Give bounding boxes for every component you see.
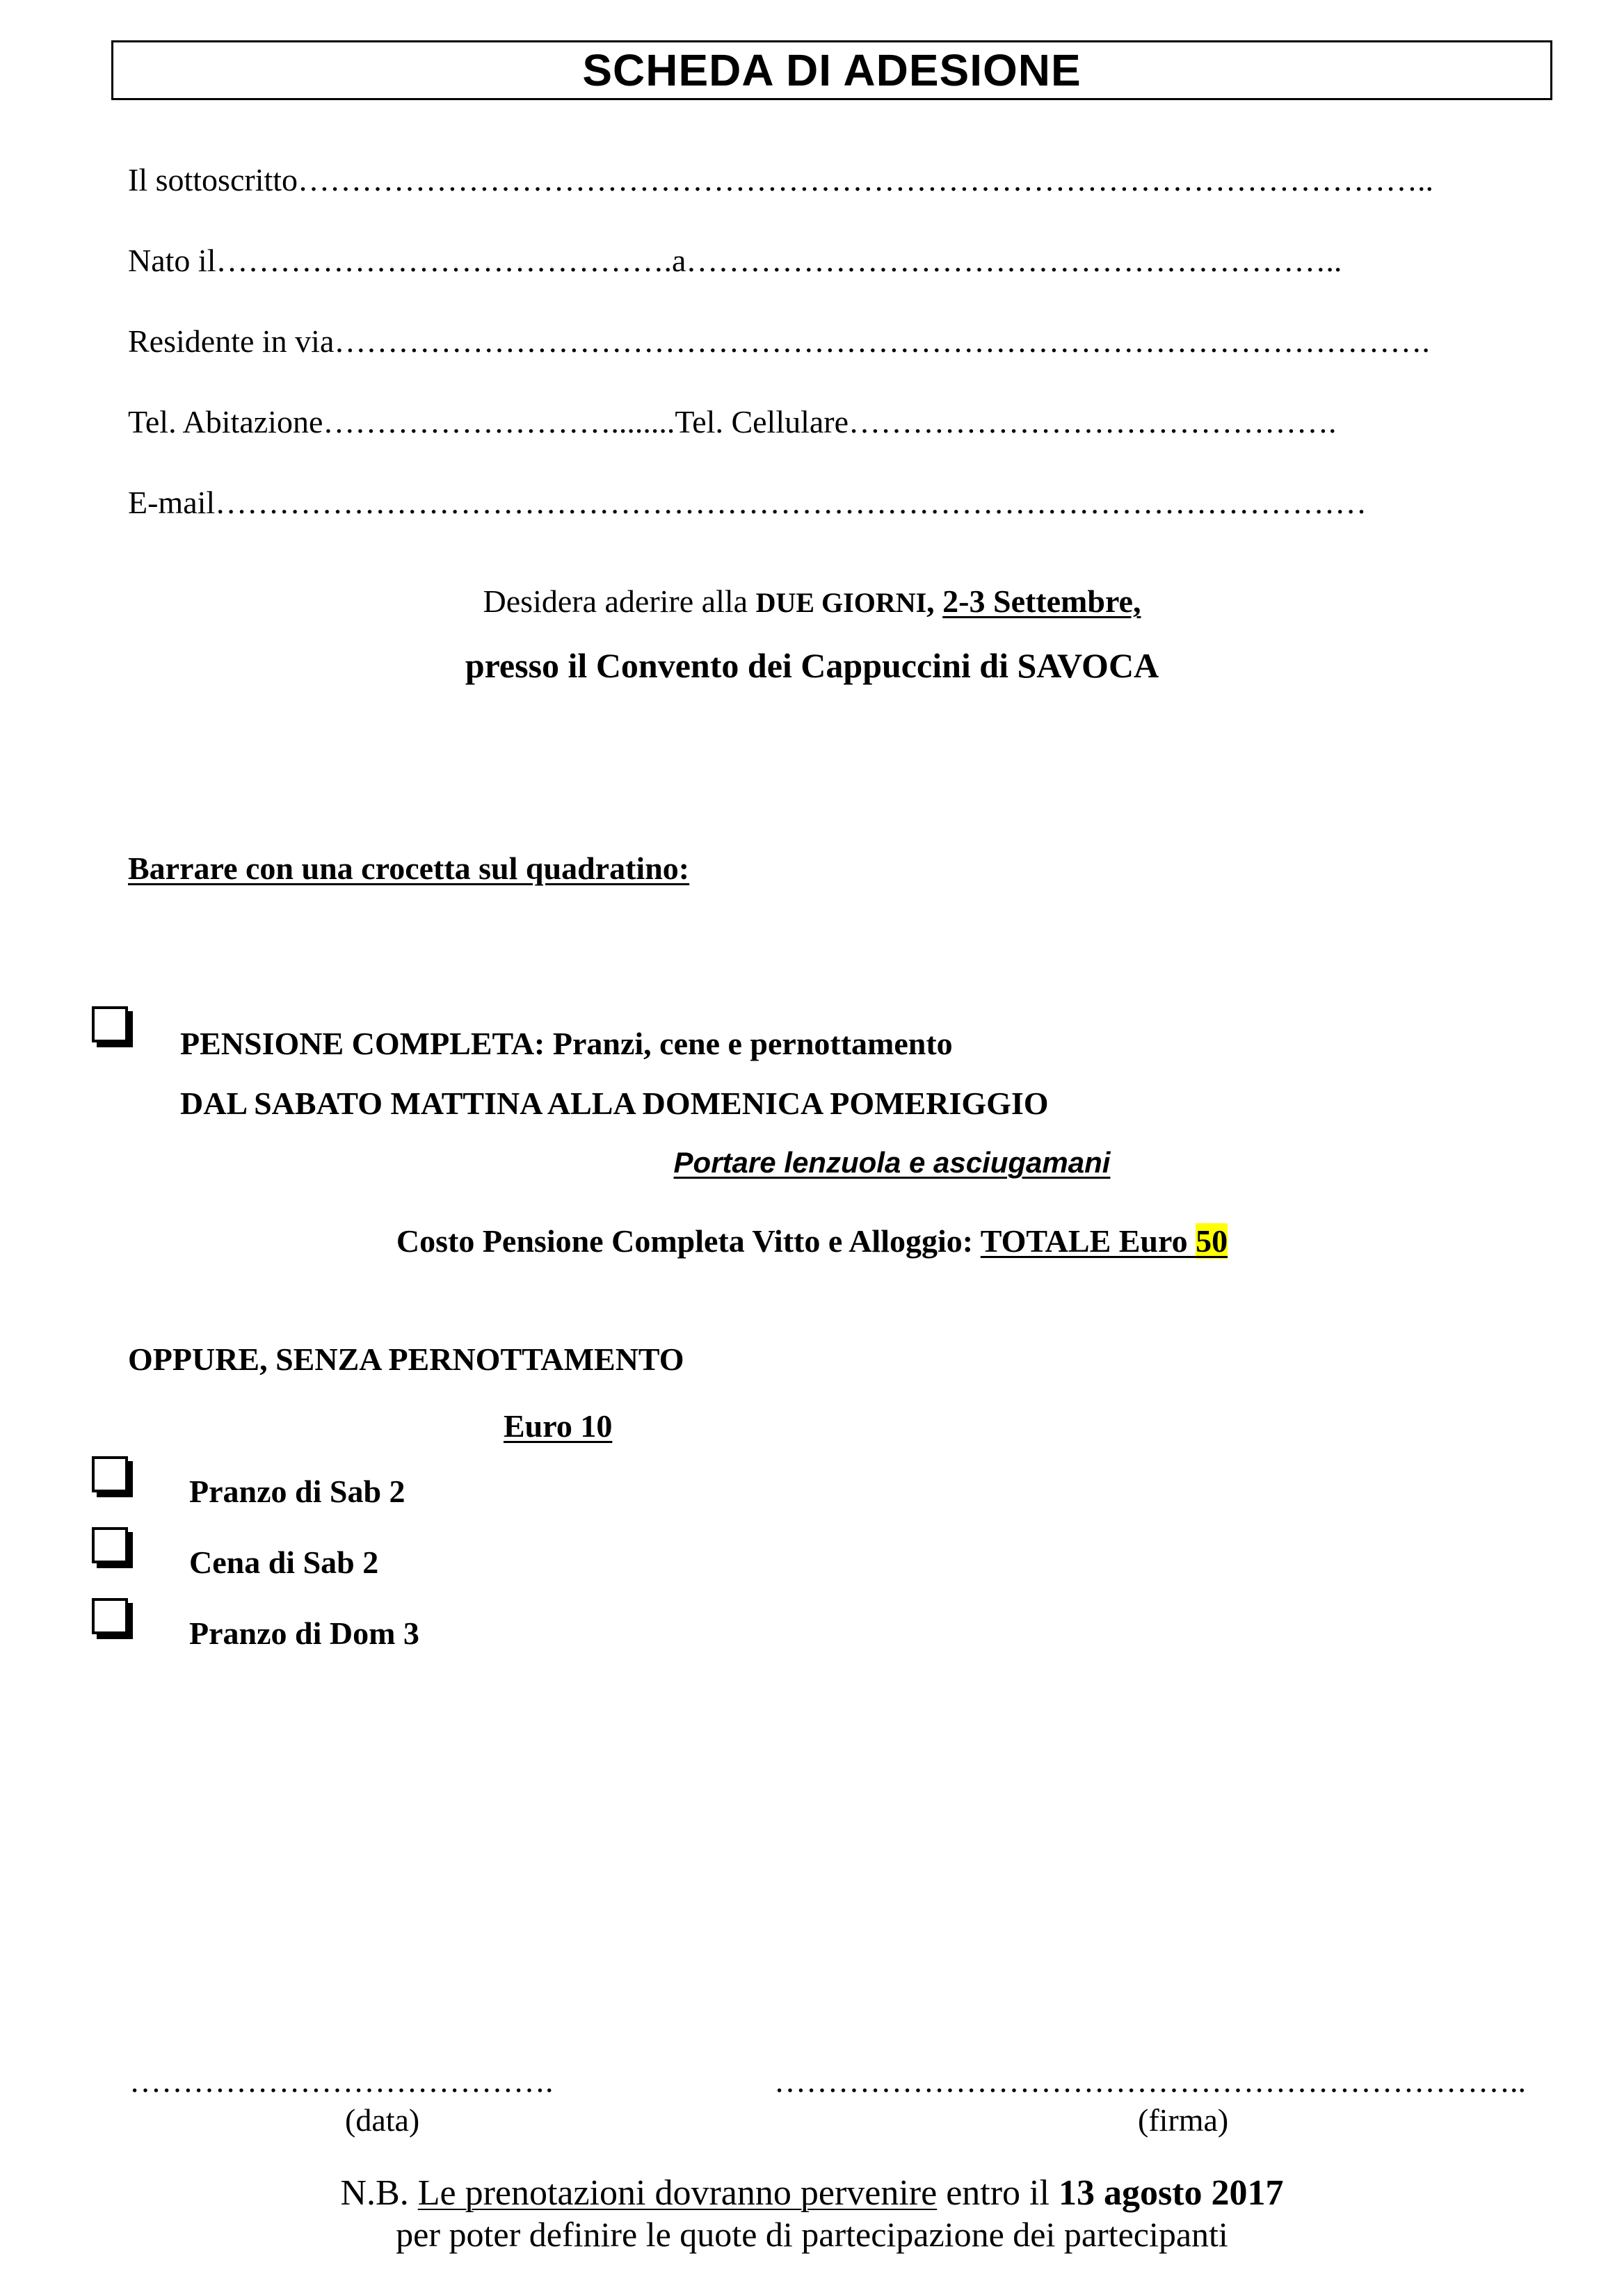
signature-label: (firma) <box>1138 2102 1229 2138</box>
footer-middle: entro il <box>937 2173 1059 2213</box>
option-pranzo-sab-checkbox[interactable] <box>92 1456 128 1492</box>
instruction-text: Barrare con una crocetta sul quadratino: <box>128 851 690 886</box>
field-nato[interactable]: Nato il…………………………………….a…………………………………………………….. <box>128 243 1342 278</box>
field-telefono[interactable]: Tel. Abitazione………………………........Tel. Cellulare………………………………………. <box>128 404 1337 440</box>
date-label: (data) <box>345 2102 420 2138</box>
intro-date: 2-3 Settembre, <box>942 583 1141 619</box>
intro-comma: , <box>926 583 943 619</box>
option-pranzo-sab-label: Pranzo di Sab 2 <box>189 1474 405 1509</box>
title-box <box>111 40 1552 100</box>
option-pranzo-dom-checkbox[interactable] <box>92 1598 128 1634</box>
cost-value: 50 <box>1196 1223 1228 1259</box>
document-title: SCHEDA DI ADESIONE <box>582 45 1082 95</box>
intro-prefix: Desidera aderire alla <box>483 583 756 619</box>
signature-line[interactable]: …………………………………………………………….. <box>774 2063 1526 2099</box>
intro-event: DUE GIORNI <box>755 587 927 618</box>
cost-label: TOTALE Euro <box>980 1223 1196 1259</box>
footer-underlined: Le prenotazioni dovranno pervenire <box>417 2173 938 2213</box>
footer-deadline: 13 agosto 2017 <box>1058 2173 1284 2213</box>
field-residente[interactable]: Residente in via…………………………………………………………………………………………. <box>128 323 1430 359</box>
option-cena-sab-checkbox[interactable] <box>92 1527 128 1563</box>
intro-line2: presso il Convento dei Cappuccini di SAVOCA <box>465 646 1159 685</box>
full-board-line1: PENSIONE COMPLETA: Pranzi, cene e pernottamento <box>180 1026 953 1061</box>
option-pranzo-dom-label: Pranzo di Dom 3 <box>189 1615 419 1651</box>
footer-nb: N.B. <box>340 2173 418 2213</box>
date-line[interactable]: …………………………………. <box>129 2063 554 2099</box>
alternative-price: Euro 10 <box>504 1408 613 1444</box>
intro-line1 <box>0 583 1624 620</box>
full-board-line2: DAL SABATO MATTINA ALLA DOMENICA POMERIGGIO <box>180 1086 1049 1121</box>
footer-line2: per poter definire le quote di partecipazione dei partecipanti <box>396 2215 1228 2254</box>
full-board-checkbox[interactable] <box>92 1006 128 1042</box>
footer-line1 <box>0 2173 1624 2214</box>
alternative-heading: OPPURE, SENZA PERNOTTAMENTO <box>128 1341 684 1377</box>
field-email[interactable]: E-mail……………………………………………………………………………………………… <box>128 485 1367 520</box>
cost-prefix: Costo Pensione Completa Vitto e Alloggio: <box>396 1223 981 1259</box>
full-board-cost <box>0 1223 1624 1259</box>
field-sottoscritto[interactable]: Il sottoscritto…………………………………………………………………………………………….. <box>128 162 1434 198</box>
full-board-note: Portare lenzuola e asciugamani <box>673 1146 1111 1179</box>
option-cena-sab-label: Cena di Sab 2 <box>189 1545 379 1580</box>
